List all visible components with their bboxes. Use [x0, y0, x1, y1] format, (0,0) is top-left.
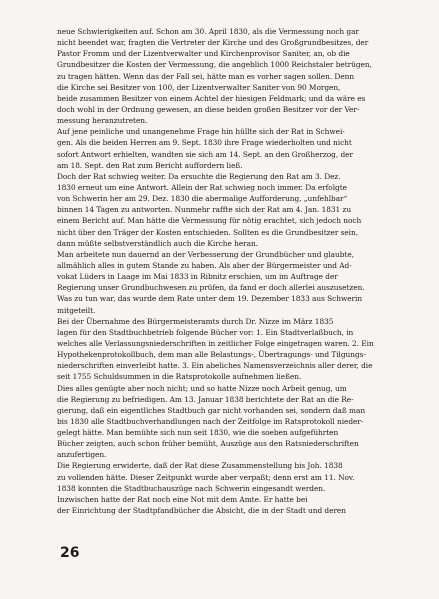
- text-line: neue Schwierigkeiten auf. Schon am 30. April 1830, als die Vermessung noch gar: [57, 27, 359, 36]
- text-line: Doch der Rat schwieg weiter. Da ersuchte die Regierung den Rat am 3. Dez.: [57, 171, 341, 181]
- text-line: beide zusammen Besitzer von einem Achtel der hiesigen Feldmark; und da wäre es: [57, 93, 366, 103]
- text-line: zu vollenden hätte. Dieser Zeitpunkt wurde aber verpaßt; denn erst am 11. Nov.: [57, 472, 355, 482]
- text-line: Was zu tun war, das wurde dem Rate unter dem 19. Dezember 1833 aus Schwerin: [57, 294, 363, 304]
- text-line: 1838 konnten die Stadtbuchauszüge nach Schwerin eingesandt werden.: [57, 483, 326, 493]
- text-line: vokat Lüders in Laage im Mai 1833 in Ribnitz erschien, um im Auftrage der: [57, 272, 338, 282]
- text-line: Auf jene peinliche und unangenehme Frage hin hüllte sich der Rat in Schwei-: [57, 127, 345, 137]
- text-line: Regierung unser Grundbuchwesen zu prüfen, da fand er doch allerlei auszusetzen.: [57, 283, 365, 293]
- text-line: die Regierung zu befriedigen. Am 13. Januar 1838 berichtete der Rat an die Re-: [57, 394, 354, 404]
- text-line: Grundbesitzer die Kosten der Vermessung, die angeblich 1000 Reichstaler betrügen,: [57, 60, 372, 70]
- text-line: dann müßte selbstverständlich auch die Kirche heran.: [57, 238, 259, 248]
- text-line: allmählich alles in gutem Stande zu haben. Als aber der Bürgermeister und Ad-: [57, 260, 352, 270]
- body-text: [57, 26, 385, 516]
- text-line: doch wohl in der Ordnung gewesen, an diese beiden großen Besitzer vor der Ver-: [57, 104, 360, 114]
- text-line: messung heranzutreten.: [57, 116, 148, 126]
- text-line: 1830 erneut um eine Antwort. Allein der Rat schwieg noch immer. Da erfolgte: [57, 182, 347, 192]
- text-line: einem Bericht auf. Man hätte die Vermessung für nötig erachtet, sich jedoch noch: [57, 216, 362, 226]
- text-line: Die Regierung erwiderte, daß der Rat diese Zusammenstellung bis Joh. 1838: [57, 461, 343, 471]
- text-line: gen. Als die beiden Herren am 9. Sept. 1830 ihre Frage wiederholten und nicht: [57, 138, 352, 148]
- text-line: der Einrichtung der Stadtpfandbücher die Absicht, die in der Stadt und deren: [57, 506, 346, 516]
- text-line: Bei der Übernahme des Bürgermeisteramts durch Dr. Nizze im März 1835: [57, 316, 334, 326]
- text-line: seit 1755 Schuldsummen in die Ratsprotokolle aufnehmen ließen.: [57, 372, 302, 382]
- text-line: nicht über den Träger der Kosten entschieden. Sollten es die Grundbesitzer sein,: [57, 227, 358, 237]
- text-line: Dies alles genügte aber noch nicht; und so hatte Nizze noch Arbeit genug, um: [57, 383, 347, 393]
- page-number: 26: [60, 545, 80, 561]
- text-line: niederschriften einverleibt hatte. 3. Ein abeliches Namensverzeichnis aller derer, die: [57, 361, 373, 371]
- text-line: gierung, daß ein eigentliches Stadtbuch gar nicht vorhanden sei, sondern daß man: [57, 405, 366, 415]
- text-line: Hypothekenprotokollbuch, dem man alle Belastungs-, Übertragungs- und Tilgungs-: [57, 350, 366, 360]
- text-line: binnen 14 Tagen zu antworten. Nunmehr raffte sich der Rat am 4. Jan. 1831 zu: [57, 205, 352, 215]
- text-line: Pastor Fromm und der Lizentverwalter und Kirchenprovisor Saniter, an, ob die: [57, 49, 350, 59]
- text-line: sofort Antwort erhielten, wandten sie sich am 14. Sept. an den Großherzog, der: [57, 149, 353, 159]
- text-line: bis 1830 alle Stadtbuchverhandlungen nach der Zeitfolge im Ratsprotokoll nieder-: [57, 416, 364, 426]
- text-line: welches alle Verlassungsniederschriften in zeitlicher Folge eingetragen waren. 2. Ein: [57, 338, 374, 348]
- text-line: am 18. Sept. den Rat zum Bericht auffordern ließ.: [57, 160, 243, 170]
- text-line: anzufertigen.: [57, 450, 107, 460]
- text-line: Bücher zeigten, auch schon früher bemüht, Auszüge aus den Ratsniederschriften: [57, 439, 359, 449]
- text-line: die Kirche sei Besitzer von 100, der Lizentverwalter Saniter von 90 Morgen,: [57, 82, 341, 92]
- text-line: zu tragen hätten. Wenn das der Fall sei, hätte man es vorher sagen sollen. Denn: [57, 71, 355, 81]
- text-line: Inzwischen hatte der Rat noch eine Not mit dem Amte. Er hatte bei: [57, 494, 308, 504]
- text-line: Man arbeitete nun dauernd an der Verbesserung der Grundbücher und glaubte,: [57, 249, 354, 259]
- text-line: lagen für den Stadtbuchbetrieb folgende Bücher vor: 1. Ein Stadtverlaßbuch, in: [57, 327, 354, 337]
- text-line: nicht beendet war, fragten die Vertreter der Kirche und des Großgrundbesitzes, der: [57, 38, 369, 48]
- text-line: von Schwerin her am 29. Dez. 1830 die abermalige Aufforderung, „unfehlbar“: [57, 194, 348, 204]
- text-line: gelegt hätte. Man bemühte sich nun seit 1830, wie die soeben aufgeführten: [57, 428, 339, 438]
- text-line: mitgeteilt.: [57, 305, 96, 315]
